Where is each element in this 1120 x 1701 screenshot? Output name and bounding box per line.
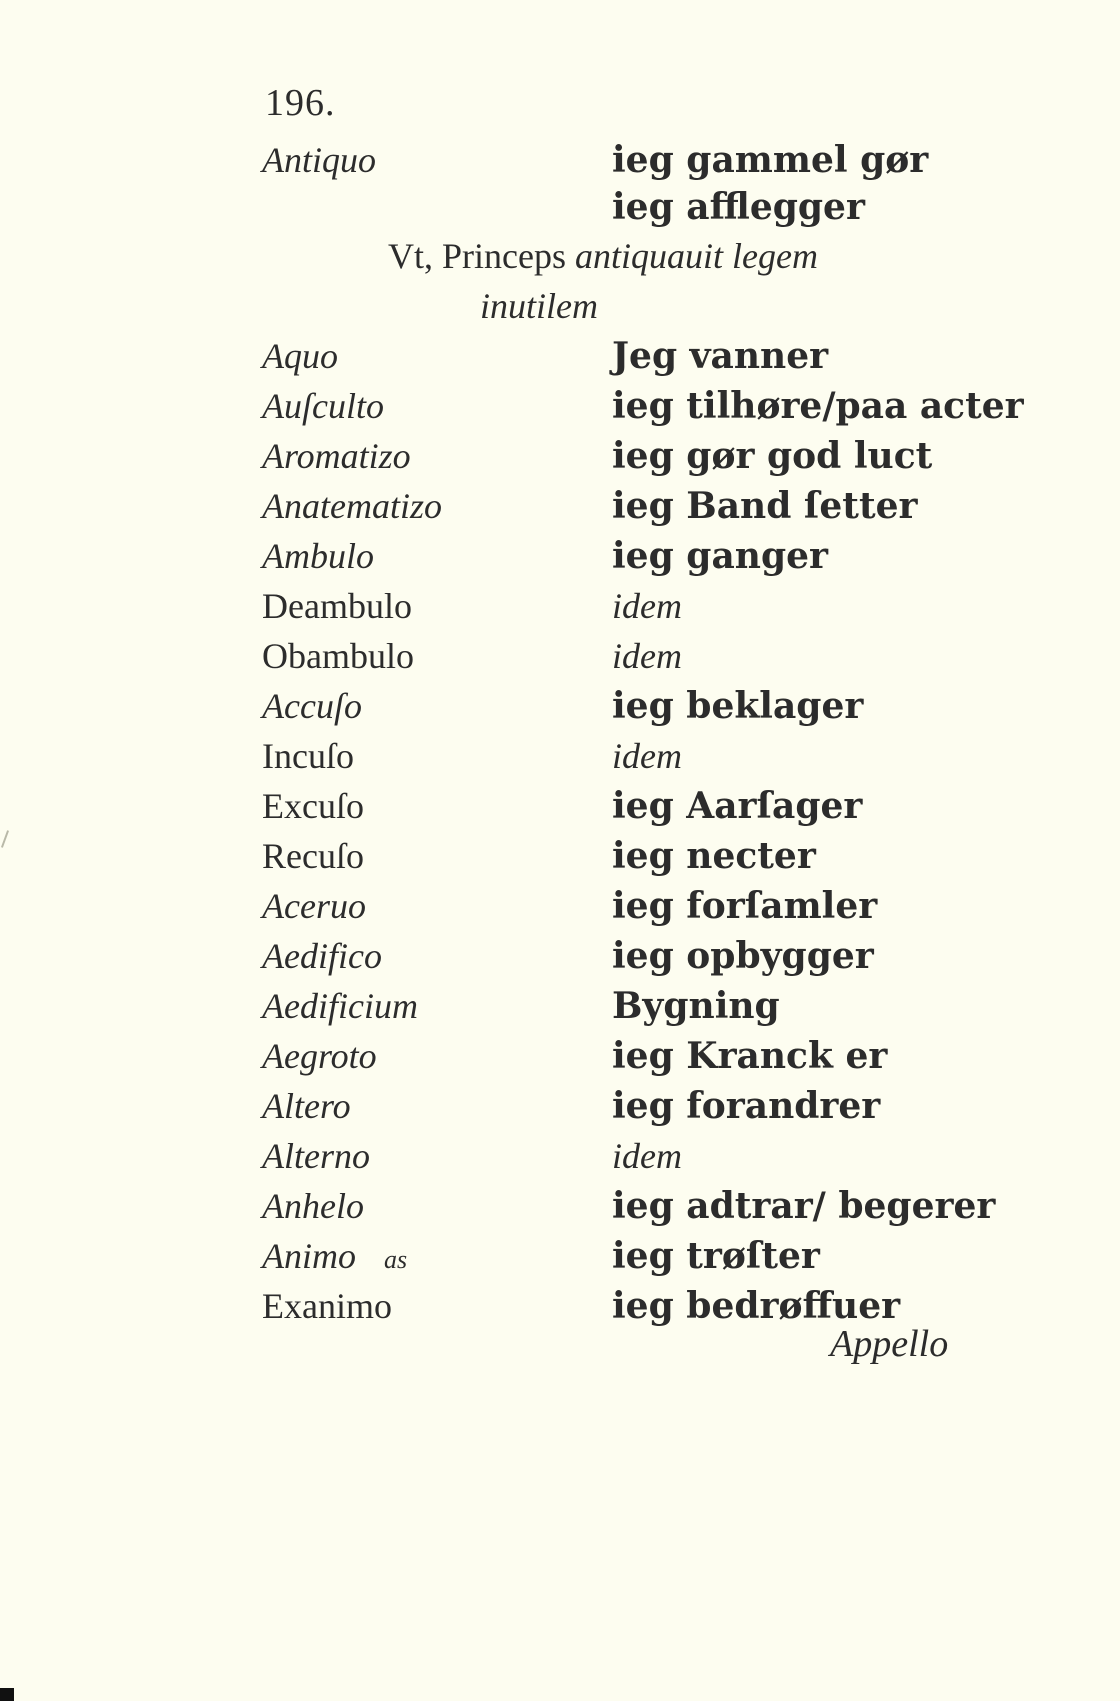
latin-word: Aromatizo <box>262 436 411 476</box>
latin-word <box>262 588 412 624</box>
latin-word-text: Exanimo <box>262 1286 392 1326</box>
latin-word: Aedifico <box>262 936 382 976</box>
page-number: 196. <box>265 82 336 124</box>
conjugation-suffix: as <box>384 1245 408 1274</box>
danish-translation: ieg gør god luct <box>612 435 933 477</box>
latin-word: Aedificium <box>262 986 418 1026</box>
danish-translation: Bygning <box>612 985 780 1027</box>
danish-translation: ieg trøſter <box>612 1235 820 1277</box>
danish-translation: ieg forſamler <box>612 885 878 927</box>
example-sentence <box>388 238 818 274</box>
latin-word-antiquo: Antiquo <box>262 140 376 180</box>
latin-word: Anhelo <box>262 1186 364 1226</box>
latin-word: Aceruo <box>262 886 366 926</box>
danish-translation: ieg forandrer <box>612 1085 881 1127</box>
latin-word-text: Animo <box>262 1236 356 1276</box>
example-italic-part: antiquauit legem <box>574 236 818 276</box>
danish-translation: idem <box>612 1136 682 1176</box>
danish-translation: idem <box>612 586 682 626</box>
example-roman-part: Vt, Princeps <box>388 236 566 276</box>
latin-word <box>262 638 414 674</box>
latin-word-text: Recuſo <box>262 836 364 876</box>
latin-word: Alterno <box>262 1136 370 1176</box>
danish-translation: Jeg vanner <box>612 335 829 377</box>
scan-edge-mark <box>1 830 9 848</box>
latin-word <box>262 738 354 774</box>
danish-translation: ieg Aarſager <box>612 785 863 827</box>
danish-translation: ieg afflegger <box>612 186 865 228</box>
danish-translation: ieg Band ſetter <box>612 485 918 527</box>
danish-translation: ieg Kranck er <box>612 1035 888 1077</box>
danish-translation: ieg ganger <box>612 535 828 577</box>
danish-translation: ieg beklager <box>612 685 864 727</box>
latin-word: Anatematizo <box>262 486 442 526</box>
latin-word-text: Obambulo <box>262 636 414 676</box>
latin-word <box>262 1288 392 1324</box>
danish-translation: ieg tilhøre/paa acter <box>612 385 1024 427</box>
scan-corner-mark <box>0 1688 14 1701</box>
latin-word: Ambulo <box>262 536 374 576</box>
latin-word <box>262 838 364 874</box>
latin-word: Aquo <box>262 336 338 376</box>
latin-word-text: Excuſo <box>262 786 364 826</box>
latin-word-text: Deambulo <box>262 586 412 626</box>
latin-word-text: Incuſo <box>262 736 354 776</box>
danish-translation: ieg necter <box>612 835 816 877</box>
danish-translation: ieg adtrar/ begerer <box>612 1185 996 1227</box>
example-continuation-text: inutilem <box>480 286 598 326</box>
latin-word: Auſculto <box>262 386 384 426</box>
danish-translation: ieg opbygger <box>612 935 874 977</box>
latin-word: Aegroto <box>262 1036 377 1076</box>
danish-translation: idem <box>612 636 682 676</box>
latin-word <box>262 1238 407 1274</box>
latin-word: Altero <box>262 1086 351 1126</box>
catchword: Appello <box>830 1323 949 1365</box>
latin-word: Accuſo <box>262 686 362 726</box>
example-continuation <box>480 288 598 324</box>
latin-word <box>262 788 364 824</box>
danish-translation: idem <box>612 736 682 776</box>
danish-translation: ieg gammel gør <box>612 139 929 181</box>
danish-translation: ieg bedrøffuer <box>612 1285 901 1327</box>
